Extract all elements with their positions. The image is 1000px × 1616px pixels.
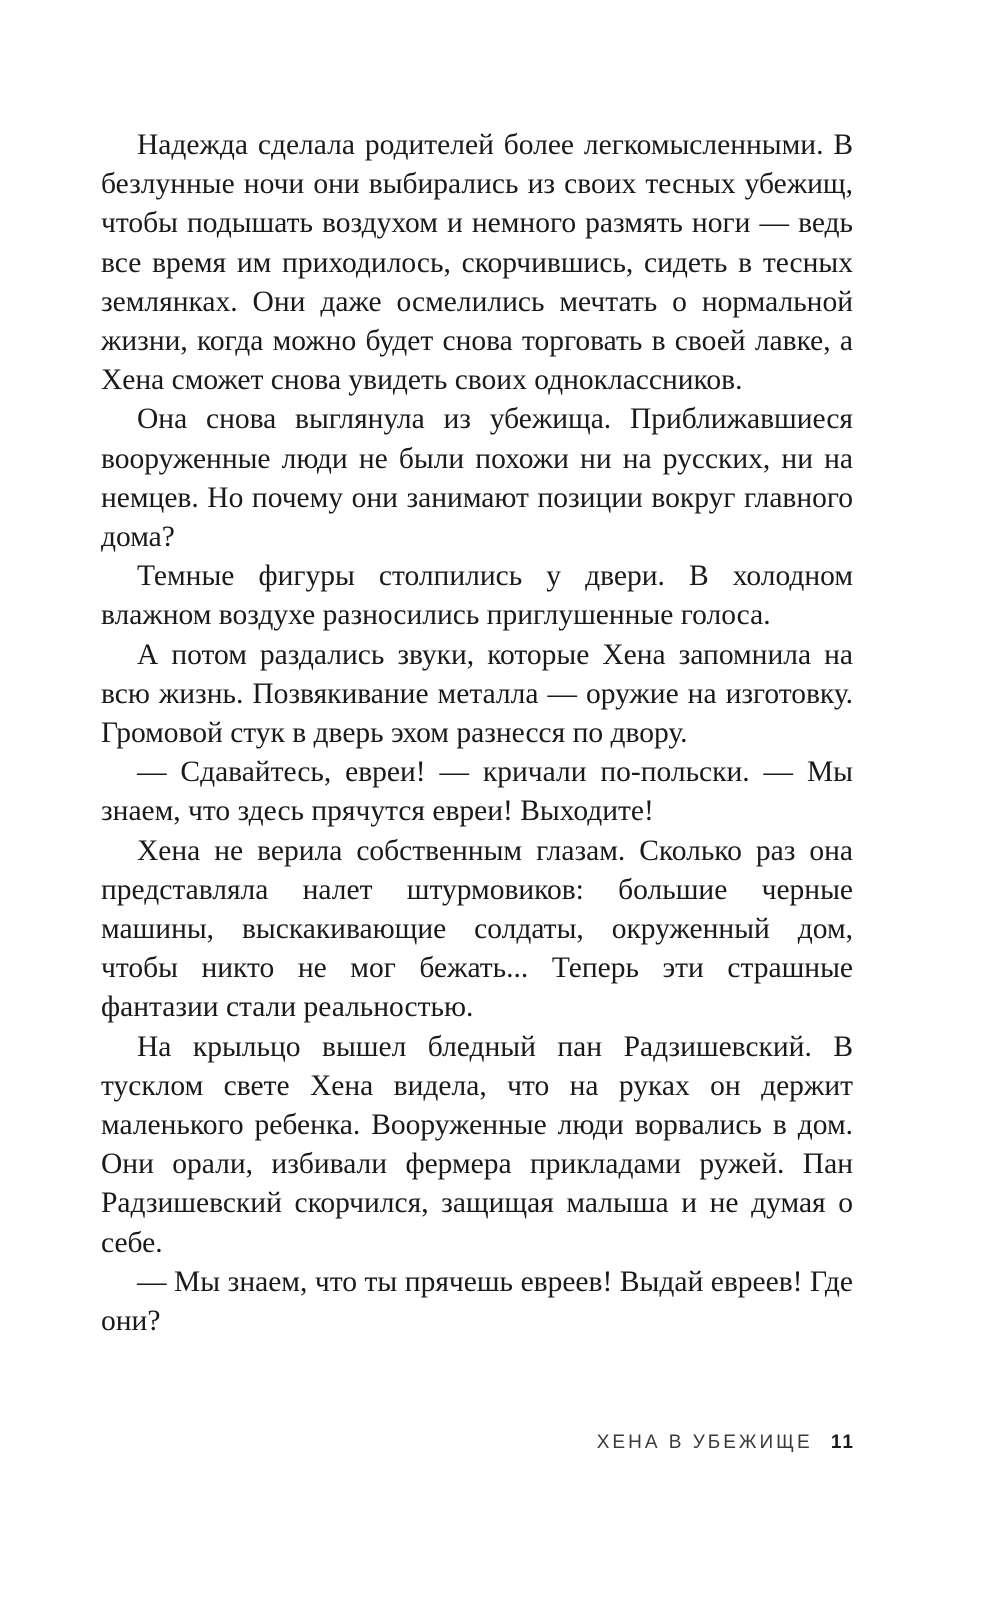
- paragraph: Надежда сделала родителей более легкомысленными. В безлунные ночи они выбирались из своих тесных убежищ, чтобы подышать воздухом и немного размять ноги — ведь все время им приходилось, скорчившись, сидеть в тесных землянках. Они даже осмелились мечтать о нормальной жизни, когда можно будет снова торговать в своей лавке, а Хена сможет снова увидеть своих одноклассников.: [101, 129, 853, 397]
- running-title: ХЕНА В УБЕЖИЩЕ: [596, 1432, 813, 1453]
- paragraph: На крыльцо вышел бледный пан Радзишевский. В тусклом свете Хена видела, что на руках он держит маленького ребенка. Вооруженные люди ворвались в дом. Они орали, избивали фермера прикладами ружей. Пан Радзишевский скорчился, защищая малыша и не думая о себе.: [101, 1030, 853, 1259]
- paragraph: Темные фигуры столпились у двери. В холодном влажном воздухе разносились приглушенные голоса.: [101, 560, 853, 632]
- paragraph: Она снова выглянула из убежища. Приближавшиеся вооруженные люди не были похожи ни на русских, ни на немцев. Но почему они занимают позиции вокруг главного дома?: [101, 403, 853, 554]
- paragraph: А потом раздались звуки, которые Хена запомнила на всю жизнь. Позвякивание металла — оружие на изготовку. Громовой стук в дверь эхом разнесся по двору.: [101, 638, 853, 750]
- paragraph: — Мы знаем, что ты прячешь евреев! Выдай евреев! Где они?: [101, 1265, 853, 1338]
- page-number: 11: [830, 1432, 855, 1453]
- body-text: [101, 126, 853, 1341]
- running-footer: [597, 1432, 855, 1454]
- paragraph: Хена не верила собственным глазам. Сколько раз она представляла налет штурмовиков: большие черные машины, выскакивающие солдаты, окруженный дом, чтобы никто не мог бежать... Теперь эти страшные фантазии стали реальностью.: [101, 834, 853, 1024]
- paragraph: — Сдавайтесь, евреи! — кричали по-польски. — Мы знаем, что здесь прячутся евреи! Выходите!: [101, 756, 853, 828]
